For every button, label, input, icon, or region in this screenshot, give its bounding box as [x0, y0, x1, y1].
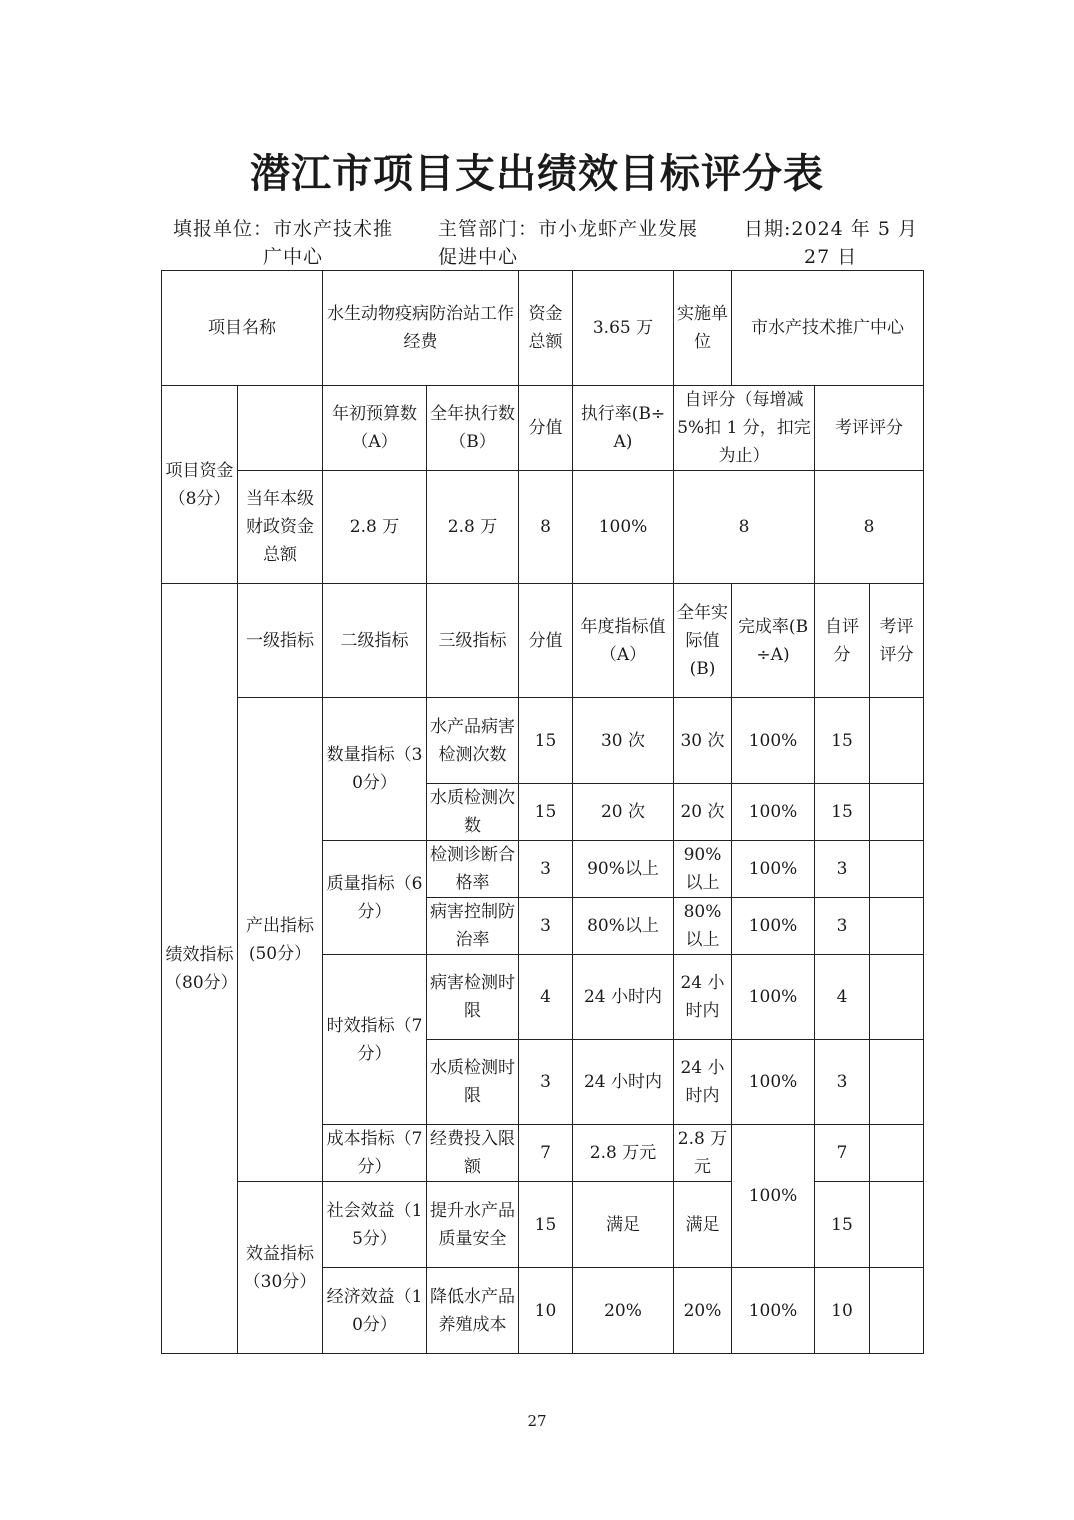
- target-cell: 20 次: [573, 784, 674, 841]
- self-cell: 4: [815, 955, 870, 1040]
- col-self: 自评分（每增减 5%扣 1 分，扣完为止）: [674, 386, 815, 471]
- self-cell: 3: [815, 898, 870, 955]
- funds-review: 8: [815, 471, 924, 584]
- rate-cell: 100%: [732, 698, 815, 784]
- output-indicator-label: 产出指标(50分）: [238, 698, 323, 1182]
- l3-cell: 检测诊断合格率: [427, 841, 519, 898]
- unit-label: 填报单位：: [173, 218, 274, 240]
- rate-cell: 100%: [732, 955, 815, 1040]
- score-table: [161, 270, 924, 1354]
- dept-label: 主管部门：: [438, 218, 539, 240]
- score-cell: 3: [519, 898, 573, 955]
- review-cell: [870, 955, 924, 1040]
- score-cell: 4: [519, 955, 573, 1040]
- funds-header-row: [162, 386, 924, 471]
- rate-cell: 100%: [732, 1268, 815, 1354]
- target-cell: 30 次: [573, 698, 674, 784]
- header-unit: [173, 215, 423, 271]
- l3-cell: 水产品病害检测次数: [427, 698, 519, 784]
- impl-unit-value: 市水产技术推广中心: [732, 271, 924, 386]
- review-cell: [870, 784, 924, 841]
- col-l1: 一级指标: [238, 584, 323, 698]
- time-indicator-label: 时效指标（7分）: [323, 955, 427, 1125]
- actual-cell: 20 次: [674, 784, 732, 841]
- rate-cell: 100%: [732, 1040, 815, 1125]
- l3-cell: 降低水产品养殖成本: [427, 1268, 519, 1354]
- date-label: 日期:: [744, 218, 792, 240]
- review-cell: [870, 1182, 924, 1268]
- score-cell: 7: [519, 1125, 573, 1182]
- review-cell: [870, 898, 924, 955]
- unit-value-cont: 广中心: [263, 246, 324, 268]
- unit-value: 市水产技术推: [273, 218, 394, 240]
- score-cell: 3: [519, 1040, 573, 1125]
- funds-budget: 2.8 万: [323, 471, 427, 584]
- target-cell: 24 小时内: [573, 1040, 674, 1125]
- total-funds-value: 3.65 万: [573, 271, 674, 386]
- funds-blank-cell: [238, 386, 323, 471]
- table-row: [162, 698, 924, 784]
- review-cell: [870, 698, 924, 784]
- rate-cell: 100%: [732, 898, 815, 955]
- funds-section-label: 项目资金（8分）: [162, 386, 238, 584]
- l3-cell: 提升水产品质量安全: [427, 1182, 519, 1268]
- col-score: 分值: [519, 386, 573, 471]
- target-cell: 2.8 万元: [573, 1125, 674, 1182]
- self-cell: 10: [815, 1268, 870, 1354]
- quality-indicator-label: 质量指标（6分）: [323, 841, 427, 955]
- rate-cell: 100%: [732, 841, 815, 898]
- l3-cell: 经费投入限额: [427, 1125, 519, 1182]
- self-cell: 15: [815, 1182, 870, 1268]
- page-title: 潜江市项目支出绩效目标评分表: [250, 150, 824, 197]
- score-cell: 15: [519, 698, 573, 784]
- col-l2: 二级指标: [323, 584, 427, 698]
- score-cell: 3: [519, 841, 573, 898]
- total-funds-label: 资金总额: [519, 271, 573, 386]
- l3-cell: 病害检测时限: [427, 955, 519, 1040]
- econ-indicator-label: 经济效益（10分）: [323, 1268, 427, 1354]
- funds-row-label: 当年本级财政资金总额: [238, 471, 323, 584]
- col-perf-self: 自评分: [815, 584, 870, 698]
- project-name-value: 水生动物疫病防治站工作经费: [323, 271, 519, 386]
- actual-cell: 80%以上: [674, 898, 732, 955]
- benefit-indicator-label: 效益指标（30分）: [238, 1182, 323, 1354]
- funds-data-row: [162, 471, 924, 584]
- self-cell: 15: [815, 784, 870, 841]
- perf-header-row: [162, 584, 924, 698]
- actual-cell: 2.8 万元: [674, 1125, 732, 1182]
- review-cell: [870, 1040, 924, 1125]
- col-budget: 年初预算数（A）: [323, 386, 427, 471]
- perf-section-label: 绩效指标（80分）: [162, 584, 238, 1354]
- review-cell: [870, 841, 924, 898]
- actual-cell: 30 次: [674, 698, 732, 784]
- target-cell: 80%以上: [573, 898, 674, 955]
- col-perf-rate: 完成率(B÷A): [732, 584, 815, 698]
- score-cell: 10: [519, 1268, 573, 1354]
- review-cell: [870, 1125, 924, 1182]
- funds-exec: 2.8 万: [427, 471, 519, 584]
- header-dept: [438, 215, 728, 271]
- col-perf-review: 考评评分: [870, 584, 924, 698]
- dept-value: 市小龙虾产业发展: [538, 218, 699, 240]
- self-cell: 15: [815, 698, 870, 784]
- col-target: 年度指标值（A）: [573, 584, 674, 698]
- score-cell: 15: [519, 1182, 573, 1268]
- cost-indicator-label: 成本指标（7分）: [323, 1125, 427, 1182]
- col-actual: 全年实际值(B): [674, 584, 732, 698]
- qty-indicator-label: 数量指标（30分）: [323, 698, 427, 841]
- actual-cell: 90%以上: [674, 841, 732, 898]
- actual-cell: 24 小时内: [674, 955, 732, 1040]
- rate-cell: 100%: [732, 784, 815, 841]
- rate-cell: 100%: [732, 1125, 815, 1268]
- col-perf-score: 分值: [519, 584, 573, 698]
- header-date: [744, 215, 924, 271]
- self-cell: 3: [815, 1040, 870, 1125]
- col-l3: 三级指标: [427, 584, 519, 698]
- project-row: [162, 271, 924, 386]
- page-number: 27: [527, 1412, 547, 1430]
- social-indicator-label: 社会效益（15分）: [323, 1182, 427, 1268]
- col-review: 考评评分: [815, 386, 924, 471]
- date-value: 2024 年 5 月: [791, 218, 918, 240]
- review-cell: [870, 1268, 924, 1354]
- target-cell: 90%以上: [573, 841, 674, 898]
- actual-cell: 20%: [674, 1268, 732, 1354]
- impl-unit-label: 实施单位: [674, 271, 732, 386]
- target-cell: 24 小时内: [573, 955, 674, 1040]
- l3-cell: 水质检测时限: [427, 1040, 519, 1125]
- funds-rate: 100%: [573, 471, 674, 584]
- self-cell: 3: [815, 841, 870, 898]
- l3-cell: 水质检测次数: [427, 784, 519, 841]
- funds-self: 8: [674, 471, 815, 584]
- target-cell: 满足: [573, 1182, 674, 1268]
- self-cell: 7: [815, 1125, 870, 1182]
- actual-cell: 24 小时内: [674, 1040, 732, 1125]
- dept-value-cont: 促进中心: [438, 246, 519, 268]
- col-exec: 全年执行数（B）: [427, 386, 519, 471]
- col-rate: 执行率(B÷A): [573, 386, 674, 471]
- funds-score: 8: [519, 471, 573, 584]
- l3-cell: 病害控制防治率: [427, 898, 519, 955]
- target-cell: 20%: [573, 1268, 674, 1354]
- actual-cell: 满足: [674, 1182, 732, 1268]
- project-name-label: 项目名称: [162, 271, 323, 386]
- score-cell: 15: [519, 784, 573, 841]
- date-value-cont: 27 日: [804, 246, 858, 268]
